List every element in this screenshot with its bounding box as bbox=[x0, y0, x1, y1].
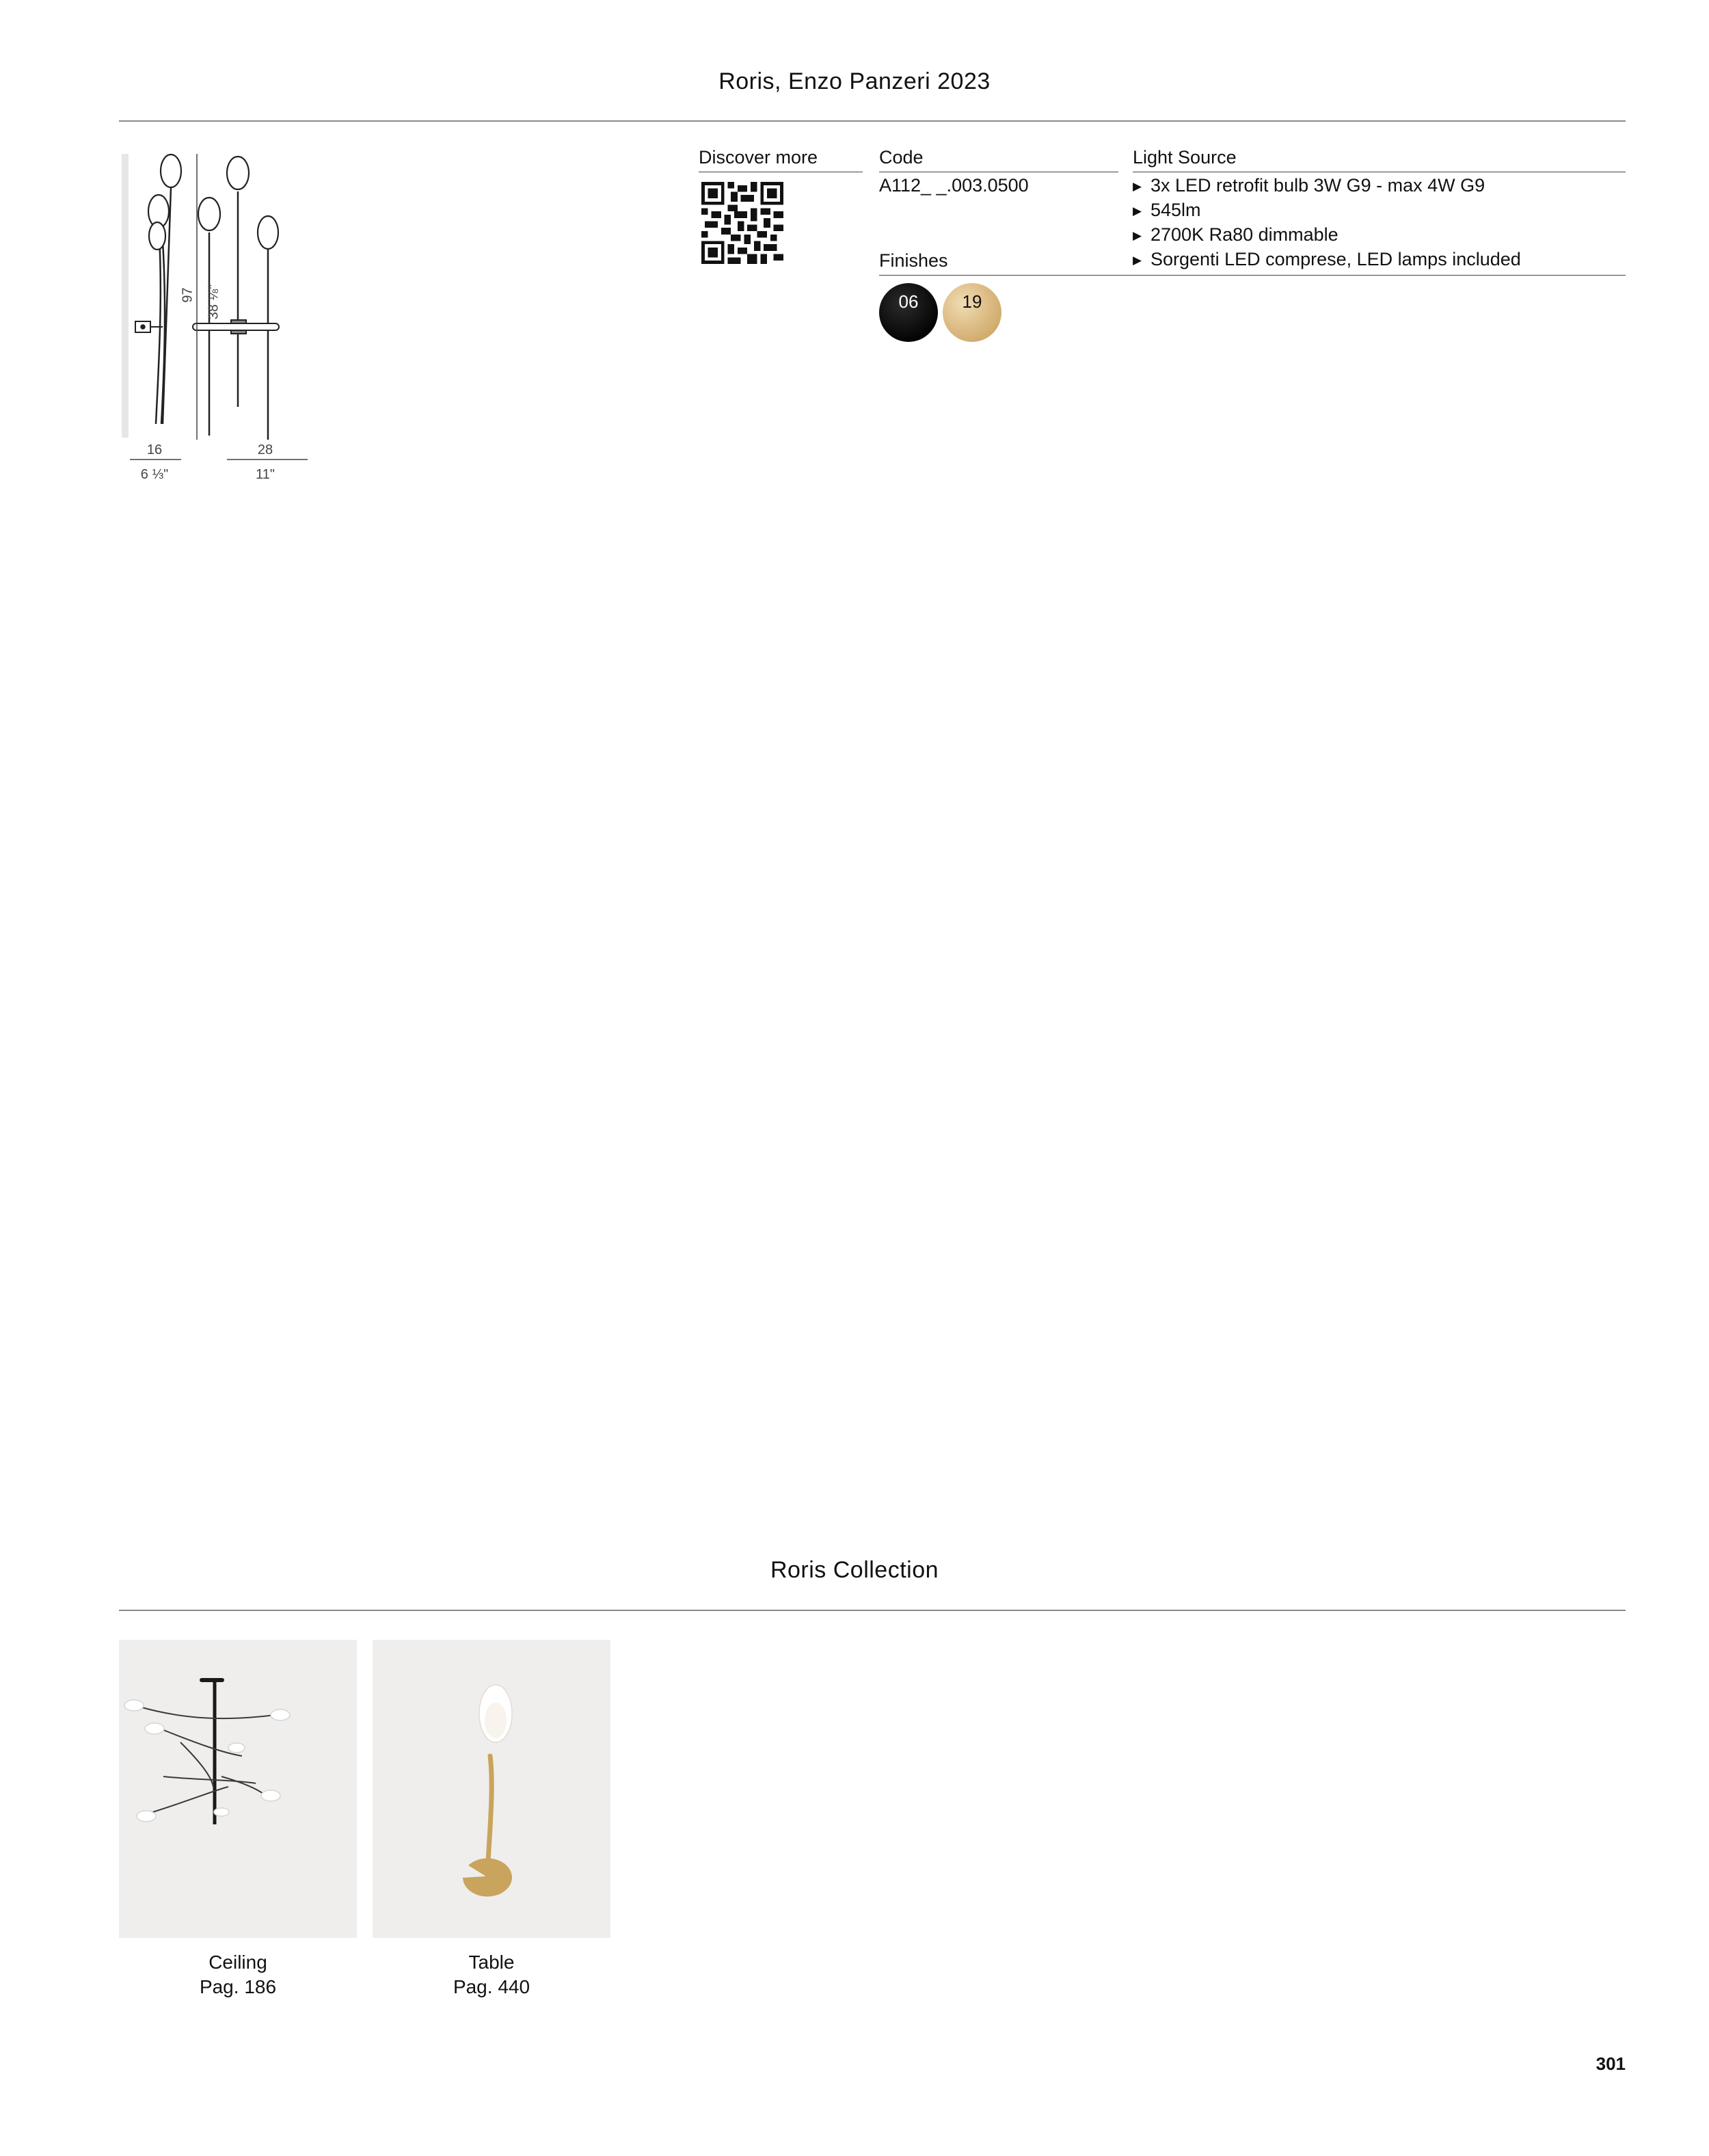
table-product-image[interactable] bbox=[373, 1640, 610, 1938]
qr-code-icon[interactable] bbox=[701, 182, 783, 264]
list-item: ▶ 3x LED retrofit bulb 3W G9 - max 4W G9 bbox=[1133, 174, 1521, 198]
page-number: 301 bbox=[1596, 2053, 1626, 2074]
height-dimension-in: 38 ⅛" bbox=[206, 284, 221, 320]
triangle-bullet-icon: ▶ bbox=[1133, 204, 1142, 217]
side-width-cm: 16 bbox=[146, 442, 163, 457]
table-page-reference[interactable]: Pag. 440 bbox=[453, 1976, 530, 1997]
height-dimension-cm: 97 bbox=[180, 287, 196, 303]
list-item: ▶ 2700K Ra80 dimmable bbox=[1133, 223, 1521, 248]
finishes-label: Finishes bbox=[879, 250, 948, 271]
side-view bbox=[135, 155, 181, 424]
ceiling-caption: Ceiling bbox=[208, 1952, 267, 1973]
finishes-divider bbox=[879, 275, 1626, 276]
collection-divider bbox=[119, 1610, 1626, 1611]
light-source-list bbox=[1133, 174, 1521, 272]
finish-swatch-gold[interactable]: 19 bbox=[943, 283, 1001, 342]
light-source-label: Light Source bbox=[1133, 147, 1237, 168]
table-lamp-illustration bbox=[373, 1640, 610, 1938]
ceiling-page-reference[interactable]: Pag. 186 bbox=[199, 1976, 277, 1997]
finish-swatch-black[interactable]: 06 bbox=[879, 283, 938, 342]
front-width-in: 11" bbox=[256, 467, 275, 482]
discover-more-label: Discover more bbox=[699, 147, 818, 168]
code-label: Code bbox=[879, 147, 924, 168]
ceiling-lamp-illustration bbox=[119, 1640, 357, 1938]
wall-shade bbox=[122, 154, 129, 438]
list-item: ▶ Sorgenti LED comprese, LED lamps included bbox=[1133, 248, 1521, 272]
ceiling-product-image[interactable] bbox=[119, 1640, 357, 1938]
page-title: Roris, Enzo Panzeri 2023 bbox=[718, 68, 991, 94]
front-width-cm: 28 bbox=[257, 442, 273, 457]
triangle-bullet-icon: ▶ bbox=[1133, 229, 1142, 242]
side-width-in: 6 ⅓" bbox=[140, 467, 169, 482]
table-caption: Table bbox=[468, 1952, 515, 1973]
product-code: A112_ _.003.0500 bbox=[879, 175, 1029, 196]
triangle-bullet-icon: ▶ bbox=[1133, 254, 1142, 267]
list-item: ▶ 545lm bbox=[1133, 198, 1521, 223]
header-divider bbox=[119, 120, 1626, 122]
triangle-bullet-icon: ▶ bbox=[1133, 180, 1142, 193]
collection-title: Roris Collection bbox=[770, 1557, 939, 1583]
